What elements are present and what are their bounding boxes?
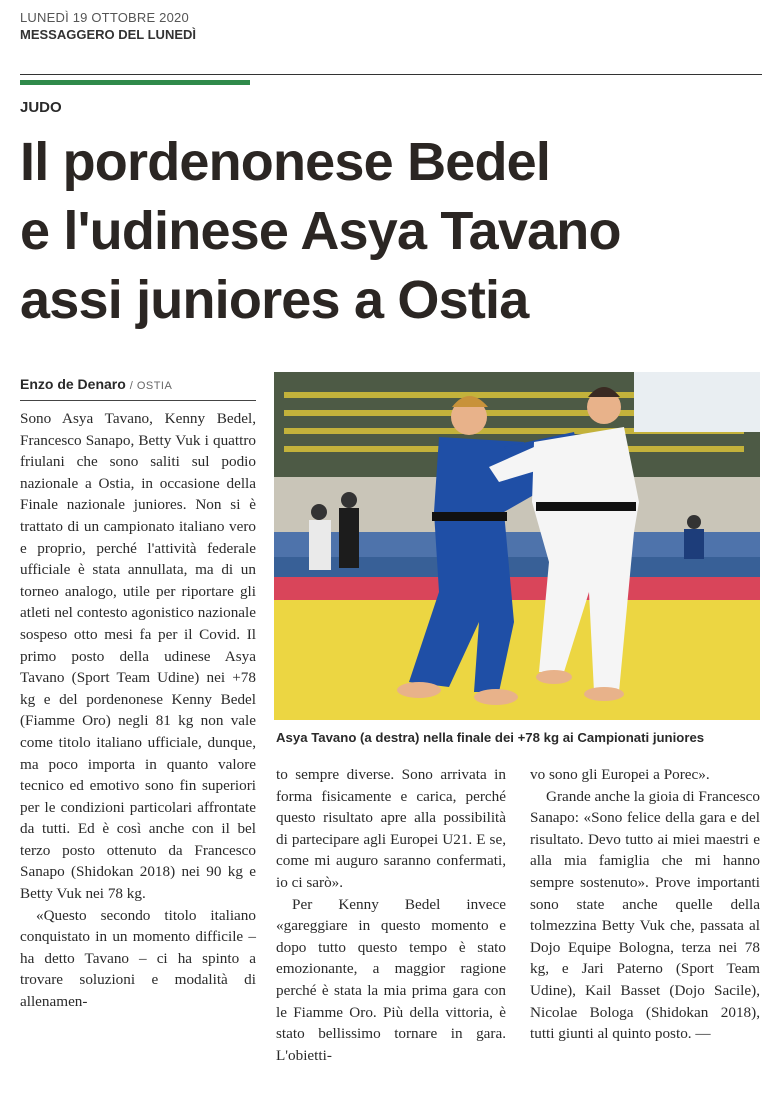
headline-line-1: Il pordenonese Bedel: [20, 132, 551, 192]
article-column-2: [276, 764, 506, 1066]
author-name: Enzo de Denaro: [20, 376, 126, 392]
byline-divider: [20, 400, 256, 401]
section-label: JUDO: [20, 99, 62, 116]
judo-match-photo: [274, 372, 760, 720]
headline: [20, 128, 770, 335]
article-column-3: [530, 764, 760, 1045]
paragraph: to sempre diverse. Sono arrivata in forma fisicamente e carica, perché questo risultato apre alla possibilità di partecipare agli Europei U21. E se, come mi auguro saranno confermati, io ci sarò».: [276, 766, 506, 891]
article-column-1: [20, 408, 256, 1013]
dateline-place: OSTIA: [136, 380, 173, 392]
headline-line-3: assi juniores a Ostia: [20, 270, 529, 330]
publication-date: LUNEDÌ 19 OTTOBRE 2020: [20, 10, 189, 25]
photo-caption: Asya Tavano (a destra) nella finale dei +78 kg ai Campionati juniores: [276, 730, 705, 745]
paragraph: Grande anche la gioia di Francesco Sanapo: «Sono felice della gara e del risultato. Devo tutto ai miei maestri e alla mia famiglia che mi hanno sempre sostenuto». Prove importanti sono state anche quelle della tolmezzina Betty Vuk che, passata al Dojo Equipe Bologna, terza nei 78 kg, e Jari Paterno (Sport Team Udine), Kail Basset (Dojo Sacile), Nicolae Bologa (Shidokan 2018), tutti giunti al quinto posto. —: [530, 787, 760, 1043]
page-header: [20, 10, 196, 42]
paragraph: vo sono gli Europei a Porec».: [530, 766, 710, 783]
section-accent-bar: [20, 80, 250, 85]
headline-line-2: e l'udinese Asya Tavano: [20, 201, 621, 261]
byline: Enzo de Denaro / OSTIA: [20, 376, 256, 401]
paragraph: Per Kenny Bedel invece «gareggiare in questo momento e dopo tutto questo tempo è stato emozionante, a maggior ragione perché è stata la mia prima gara con le Fiamme Oro. Più della vittoria, è stato bellissimo tornare in gara. L'obietti-: [276, 895, 506, 1064]
paragraph: «Questo secondo titolo italiano conquistato in un momento difficile – ha detto Tavano – ci ha spinto a trovare soluzioni e modalità di allenamen-: [20, 906, 256, 1011]
newspaper-name: MESSAGGERO DEL LUNEDÌ: [20, 27, 197, 42]
paragraph: Sono Asya Tavano, Kenny Bedel, Francesco Sanapo, Betty Vuk i quattro friulani che sono saliti sul podio nazionale a Ostia, in occasione della Finale nazionale juniores. Non si è trattato di un campionato italiano vero e proprio, perché l'attività federale ufficiale è stata annullata, ma di un torneo analogo, utile per riportare gli atleti nel contesto agonistico nazionale sospeso otto mesi fa per il Covid. Il primo posto della udinese Asya Tavano (Sport Team Udine) nei +78 kg e del pordenonese Kenny Bedel (Fiamme Oro) negli 81 kg non vale come titolo italiano ufficiale, dunque, ma poco importa in quanto valore tecnico ed emotivo sono fin superiori per le condizioni particolari affrontate da tutti. Ed è così anche con il bel terzo posto ottenuto da Francesco Sanapo (Shidokan 2018) nei 90 kg e Betty Vuk nei 78 kg.: [20, 410, 256, 903]
header-divider: [20, 74, 762, 75]
